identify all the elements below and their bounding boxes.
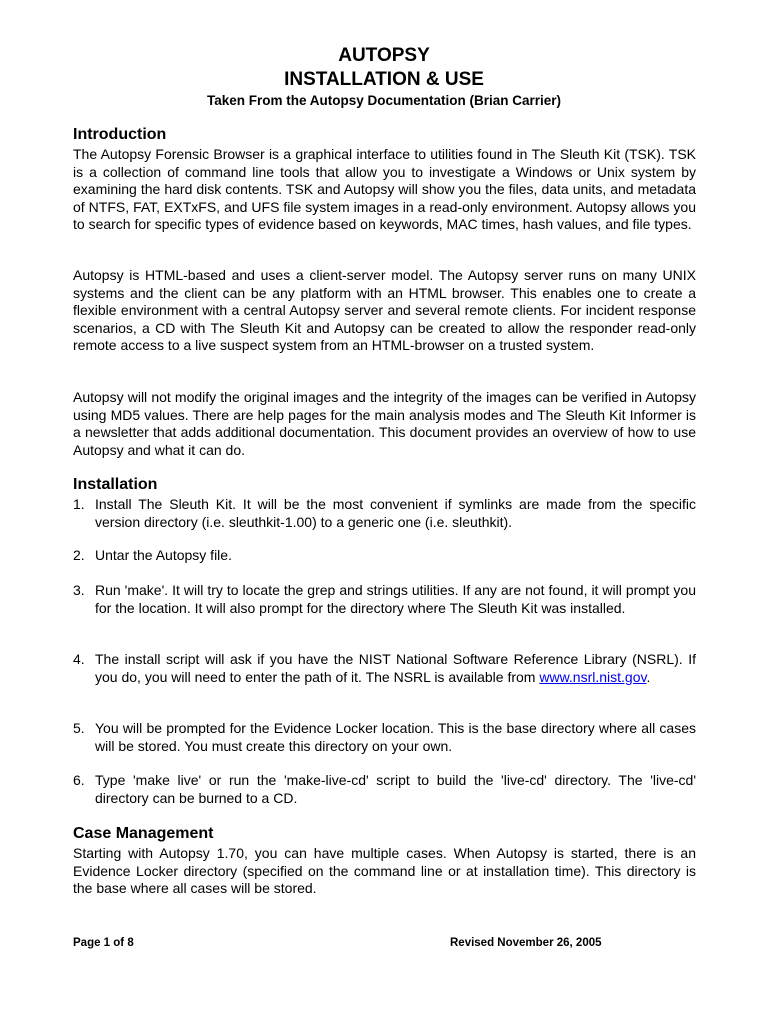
list-item-text: Untar the Autopsy file. xyxy=(95,547,232,563)
list-item xyxy=(73,547,696,565)
list-item xyxy=(73,651,696,686)
list-item-text-part: The install script will ask if you have the NIST National Software Reference Library (NSRL). If you do, you will need to enter the path of it. The NSRL is available from xyxy=(95,651,696,685)
document-subtitle: Taken From the Autopsy Documentation (Brian Carrier) xyxy=(206,93,562,108)
list-item-text-part: . xyxy=(646,668,651,685)
list-item-number: 1. xyxy=(73,496,85,512)
list-item-number: 5. xyxy=(73,720,85,736)
list-item-number: 6. xyxy=(73,772,85,788)
list-item-number: 2. xyxy=(73,547,85,563)
list-item-number: 3. xyxy=(73,582,85,598)
section-heading-installation: Installation xyxy=(73,476,158,493)
footer-revised-date: Revised November 26, 2005 xyxy=(450,937,602,949)
list-item-number: 4. xyxy=(73,651,85,667)
list-item-text: You will be prompted for the Evidence Locker location. This is the base directory where all cases will be stored. You must create this directory on your own. xyxy=(95,720,696,754)
section-heading-case-management: Case Management xyxy=(73,825,214,842)
list-item xyxy=(73,772,696,807)
document-title-line1: AUTOPSY xyxy=(338,45,430,66)
list-item-text: Run 'make'. It will try to locate the grep and strings utilities. If any are not found, it will prompt you for the location. It will also prompt for the directory where The Sleuth Kit was installed. xyxy=(95,582,696,616)
list-item-text xyxy=(95,651,696,686)
section-heading-introduction: Introduction xyxy=(73,126,167,143)
list-item xyxy=(73,720,696,755)
intro-paragraph-2: Autopsy is HTML-based and uses a client-server model. The Autopsy server runs on many UNIX systems and the client can be any platform with an HTML browser. This enables one to create a flexible environment with a central Autopsy server and several remote clients. For incident response scenarios, a CD with The Sleuth Kit and Autopsy can be created to allow the responder read-only remote access to a live suspect system from an HTML-browser on a trusted system. xyxy=(73,267,696,353)
document-title-line2: INSTALLATION & USE xyxy=(284,69,484,90)
intro-paragraph-1: The Autopsy Forensic Browser is a graphical interface to utilities found in The Sleuth Kit (TSK). TSK is a collection of command line tools that allow you to investigate a Windows or Unix system by examining the hard disk contents. TSK and Autopsy will show you the files, data units, and metadata of NTFS, FAT, EXTxFS, and UFS file system images in a read-only environment. Autopsy allows you to search for specific types of evidence based on keywords, MAC times, hash values, and file types. xyxy=(73,146,696,232)
list-item-text: Type 'make live' or run the 'make-live-cd' script to build the 'live-cd' directory. The 'live-cd' directory can be burned to a CD. xyxy=(95,772,696,806)
case-management-paragraph: Starting with Autopsy 1.70, you can have multiple cases. When Autopsy is started, there is an Evidence Locker directory (specified on the command line or at installation time). This directory is the base where all cases will be stored. xyxy=(73,845,696,896)
nsrl-link[interactable]: www.nsrl.nist.gov xyxy=(539,668,647,685)
list-item-text: Install The Sleuth Kit. It will be the most convenient if symlinks are made from the specific version directory (i.e. sleuthkit-1.00) to a generic one (i.e. sleuthkit). xyxy=(95,496,696,530)
list-item xyxy=(73,496,696,531)
intro-paragraph-3: Autopsy will not modify the original images and the integrity of the images can be verified in Autopsy using MD5 values. There are help pages for the main analysis modes and The Sleuth Kit Informer is a newsletter that adds additional documentation. This document provides an overview of how to use Autopsy and what it can do. xyxy=(73,389,696,458)
footer-page-number: Page 1 of 8 xyxy=(73,937,134,949)
list-item xyxy=(73,582,696,617)
